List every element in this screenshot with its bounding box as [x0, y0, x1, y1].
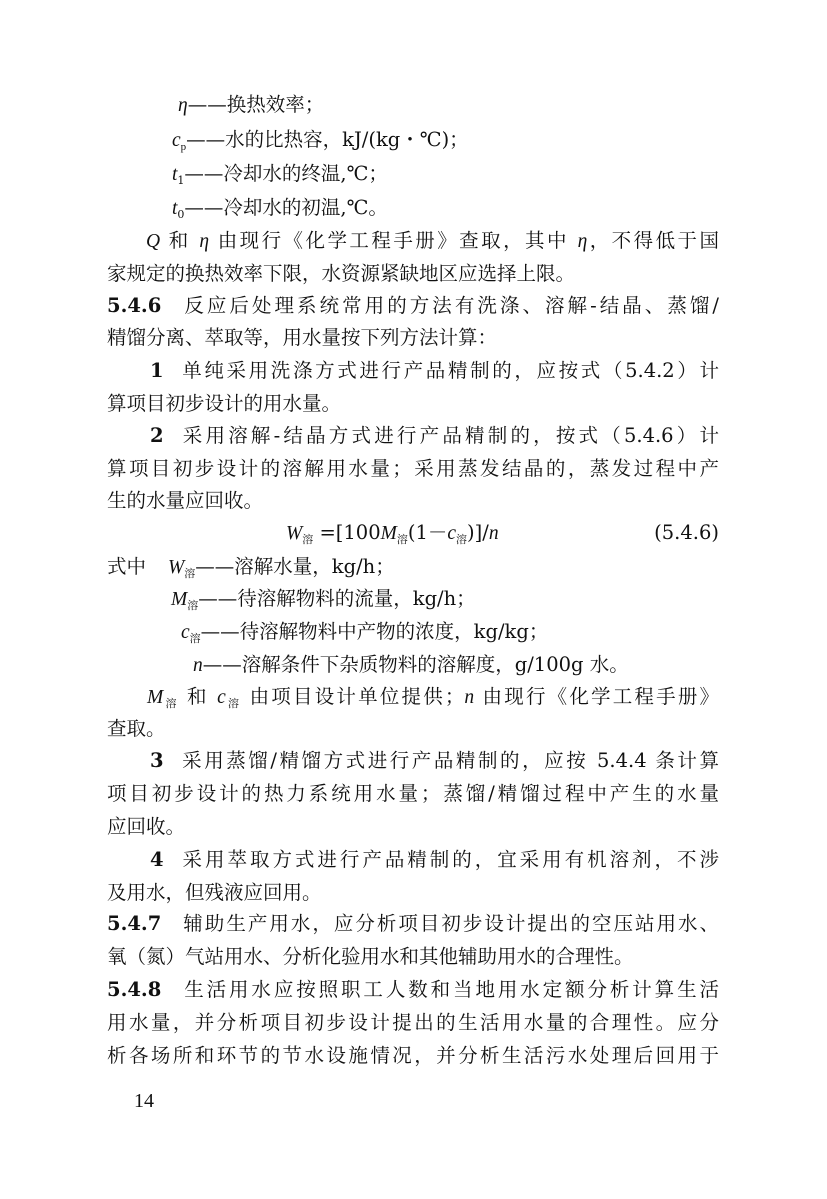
def-n: n——溶解条件下杂质物料的溶解度，g/100g 水。: [193, 653, 629, 676]
section-5-4-8-line1: 5.4.8 生活用水应按照职工人数和当地用水定额分析计算生活: [107, 978, 719, 1001]
para-m-line2: 查取。: [107, 717, 166, 740]
section-5-4-8-line2: 用水量，并分析项目初步设计提出的生活用水量的合理性。应分: [107, 1011, 719, 1034]
item-3-line3: 应回收。: [107, 815, 186, 838]
item-2-line3: 生的水量应回收。: [107, 489, 264, 512]
section-5-4-6-line2: 精馏分离、萃取等，用水量按下列方法计算：: [107, 326, 498, 349]
para-q-line1: Q 和 η 由现行《化学工程手册》查取，其中 η，不得低于国: [146, 229, 719, 252]
def-w-dissolve: 式中 $W_溶——$溶解水量，kg/h；: [107, 555, 395, 580]
item-2-line1: 2 采用溶解-结晶方式进行产品精制的，按式（5.4.6）计: [150, 424, 719, 447]
section-5-4-7-line2: 氧（氮）气站用水、分析化验用水和其他辅助用水的合理性。: [107, 945, 634, 968]
section-5-4-7-line1: 5.4.7 辅助生产用水，应分析项目初步设计提出的空压站用水、: [107, 912, 719, 935]
item-4-line1: 4 采用萃取方式进行产品精制的，宜采用有机溶剂，不涉: [150, 848, 719, 871]
section-5-4-6-line1: 5.4.6 反应后处理系统常用的方法有洗涤、溶解-结晶、蒸馏/: [107, 294, 719, 317]
item-4-line2: 及用水，但残液应回用。: [107, 881, 322, 904]
item-3-line2: 项目初步设计的热力系统用水量；蒸馏/精馏过程中产生的水量: [107, 782, 719, 805]
section-5-4-8-line3: 析各场所和环节的节水设施情况，并分析生活污水处理后回用于: [107, 1044, 719, 1067]
def-t0: $t_0——$冷却水的初温,℃。: [172, 196, 388, 221]
def-c-dissolve: $c_溶——$待溶解物料中产物的浓度，kg/kg；: [181, 620, 549, 645]
equation-number: (5.4.6): [654, 521, 719, 544]
para-q-line2: 家规定的换热效率下限，水资源紧缺地区应选择上限。: [107, 262, 576, 285]
item-2-line2: 算项目初步设计的溶解用水量；采用蒸发结晶的，蒸发过程中产: [107, 457, 719, 480]
item-1-line2: 算项目初步设计的用水量。: [107, 392, 342, 415]
equation-body: $W_溶 =[100M_溶(1-c_溶)]/n$: [286, 521, 499, 546]
page-number: 14: [134, 1090, 154, 1112]
item-1-line1: 1 单纯采用洗涤方式进行产品精制的，应按式（5.4.2）计: [150, 359, 719, 382]
item-3-line1: 3 采用蒸馏/精馏方式进行产品精制的，应按 5.4.4 条计算: [150, 749, 719, 772]
where-prefix: 式中: [107, 555, 147, 578]
def-eta: η——换热效率；: [178, 93, 325, 116]
def-m-dissolve: $M_溶——$待溶解物料的流量，kg/h；: [171, 587, 476, 612]
def-cp: $c_p——$水的比热容，kJ/(kg・℃)；: [172, 128, 469, 153]
para-m-line1: $M_溶$ 和 $c_溶$ 由项目设计单位提供；n 由现行《化学工程手册》: [147, 685, 720, 710]
def-t1: $t_1——$冷却水的终温,℃；: [172, 162, 388, 187]
